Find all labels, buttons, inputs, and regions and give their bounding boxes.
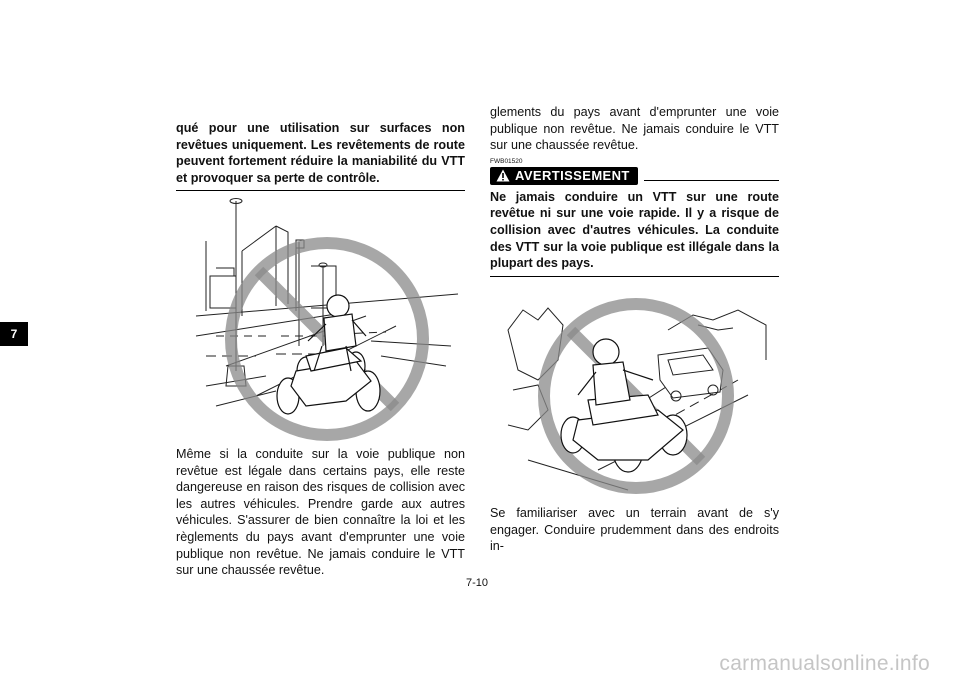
warning-continued-text: qué pour une utilisation sur surfaces non revêtues uniquement. Les revêtements de route peuvent fortement réduire la maniabilité du VTT et provoquer sa perte de contrôle.: [176, 121, 465, 185]
illustration-highway-prohibited: [508, 300, 766, 496]
right-body2: [490, 505, 779, 555]
warning-bottom-rule: [490, 276, 779, 277]
warning-end-rule: [176, 190, 465, 191]
illustration-paved-road-prohibited: [196, 196, 458, 438]
warning-header-rule: [644, 180, 779, 181]
right-body-continued: glements du pays avant d'emprunter une voie publique non revêtue. Ne jamais conduire le VTT sur une chaussée revêtue.: [490, 105, 779, 153]
warning-text: Ne jamais conduire un VTT sur une route revêtue ni sur une voie rapide. Il y a risque de collision avec d'autres véhicules. La conduite des VTT sur la voie publique est illégale dans la plupart des pays.: [490, 189, 779, 271]
chapter-tab: 7: [0, 322, 28, 346]
warning-code: FWB01520: [490, 157, 523, 165]
warning-badge: [490, 167, 638, 185]
left-body-text: Même si la conduite sur la voie publique non revêtue est légale dans certains pays, elle reste dangereuse en raison des risques de collision avec les autres véhicules. Prendre garde aux autres véhicules. S'assurer de bien connaître la loi et les règlements du pays avant d'emprunter une voie publique non revêtue. Ne jamais conduire le VTT sur une chaussée revêtue.: [176, 447, 465, 578]
warning-label: AVERTISSEMENT: [515, 168, 630, 184]
right-body2-text: Se familiariser avec un terrain avant de s'y engager. Conduire prudemment dans des endroits in-: [490, 506, 779, 554]
left-column: [176, 120, 465, 191]
watermark: carmanualsonline.info: [719, 652, 930, 675]
warning-header: [490, 166, 779, 186]
page-number: 7-10: [466, 577, 489, 589]
right-column: [490, 104, 779, 277]
warning-triangle-icon: [496, 169, 510, 182]
left-body: [176, 446, 465, 578]
